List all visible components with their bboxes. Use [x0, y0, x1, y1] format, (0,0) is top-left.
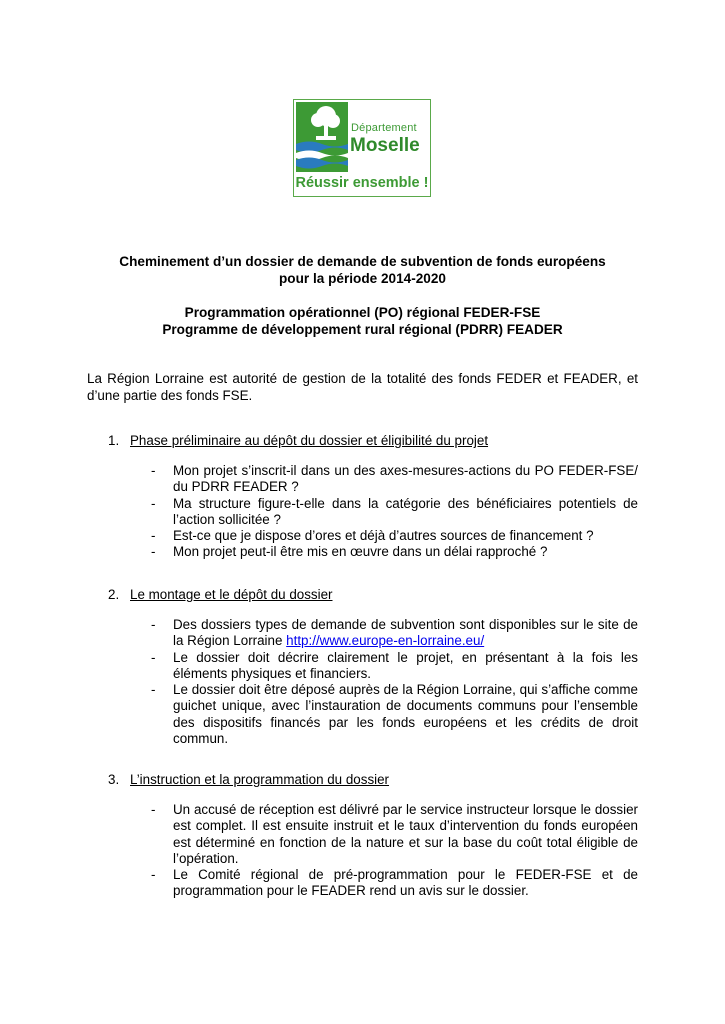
section-1-list — [148, 463, 638, 561]
moselle-logo — [293, 99, 431, 197]
europe-en-lorraine-link[interactable]: http://www.europe-en-lorraine.eu/ — [286, 633, 485, 649]
logo-name: Moselle — [350, 135, 420, 156]
list-item: - Le Comité régional de pré-programmation pour le FEDER-FSE et de programmation pour le FEADER rend un avis sur le dossier. — [148, 867, 638, 900]
section-1-heading — [108, 432, 638, 449]
list-item: - Mon projet s’inscrit-il dans un des axes-mesures-actions du PO FEDER-FSE/ du PDRR FEADER ? — [148, 463, 638, 496]
list-item-text: Des dossiers types de demande de subvention sont disponibles sur le site de la Région Lorraine — [173, 617, 638, 649]
section-title: Phase préliminaire au dépôt du dossier et éligibilité du projet — [130, 433, 489, 448]
list-item: - Un accusé de réception est délivré par le service instructeur lorsque le dossier est complet. Il est ensuite instruit et le taux d’intervention du fonds européen est déterminé en fonction de la nature et sur la base du coût total éligible de l’opération. — [148, 802, 638, 867]
list-item: - Ma structure figure-t-elle dans la catégorie des bénéficiaires potentiels de l’action sollicitée ? — [148, 496, 638, 529]
section-title: L’instruction et la programmation du dossier — [130, 772, 390, 787]
section-number: 1. — [108, 433, 120, 448]
section-2-list — [148, 617, 638, 747]
tree-river-emblem-icon — [296, 102, 348, 172]
section-number: 3. — [108, 772, 120, 787]
list-item: - Mon projet peut-il être mis en œuvre dans un délai rapproché ? — [148, 544, 638, 560]
list-item: - Le dossier doit être déposé auprès de la Région Lorraine, qui s’affiche comme guichet unique, avec l’instauration de documents communs pour l’ensemble des dispositifs financés par les fonds européens et les crédits de droit commun. — [148, 682, 638, 747]
list-item — [148, 617, 638, 650]
logo-tagline: Réussir ensemble ! — [295, 175, 429, 191]
title-line-4: Programme de développement rural régional (PDRR) FEADER — [162, 322, 563, 337]
document-title — [80, 253, 645, 338]
intro-paragraph: La Région Lorraine est autorité de gestion de la totalité des fonds FEDER et FEADER, et d’une partie des fonds FSE. — [87, 371, 638, 403]
section-title: Le montage et le dépôt du dossier — [130, 587, 333, 602]
list-item: - Le dossier doit décrire clairement le projet, en présentant à la fois les éléments physiques et financiers. — [148, 650, 638, 683]
section-3-heading — [108, 771, 638, 788]
title-line-2: pour la période 2014-2020 — [279, 271, 446, 286]
title-line-1: Cheminement d’un dossier de demande de subvention de fonds européens — [119, 254, 606, 269]
section-number: 2. — [108, 587, 120, 602]
section-3-list — [148, 802, 638, 900]
section-2-heading — [108, 586, 638, 603]
list-item: - Est-ce que je dispose d’ores et déjà d’autres sources de financement ? — [148, 528, 638, 544]
title-line-3: Programmation opérationnel (PO) régional FEDER-FSE — [184, 305, 541, 320]
logo-department-label: Département — [351, 122, 417, 134]
